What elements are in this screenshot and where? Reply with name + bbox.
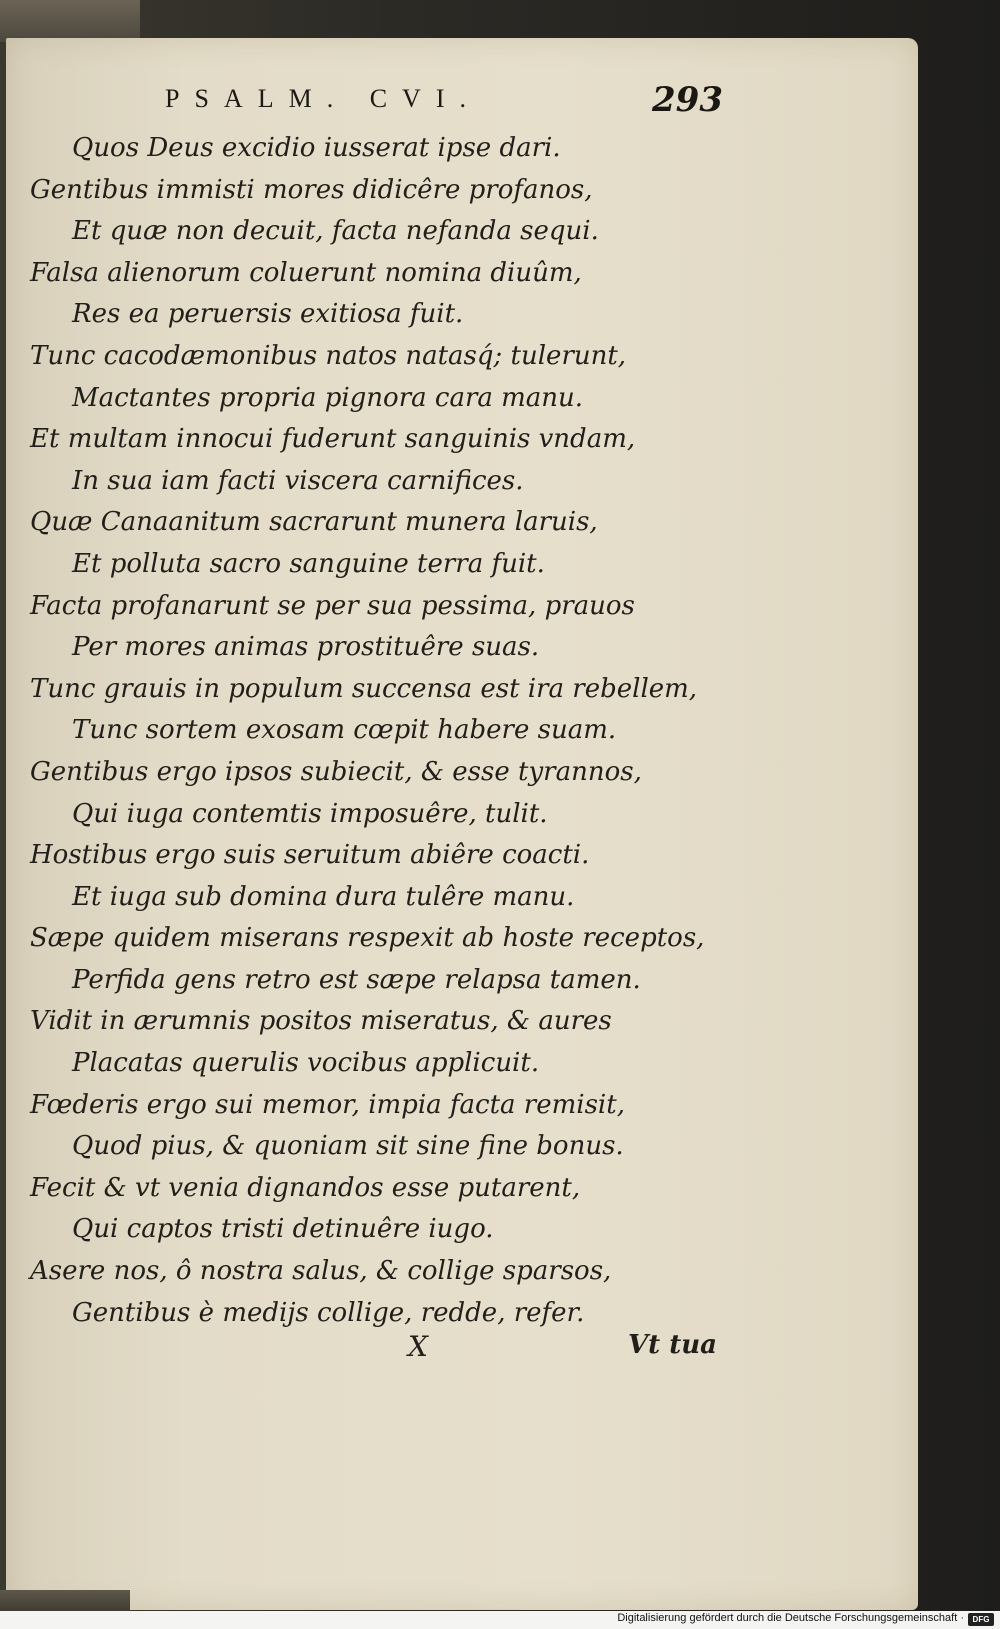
book-spine-top (0, 0, 140, 42)
page-header (0, 80, 1000, 124)
verse-text (0, 128, 1000, 1334)
verse-line: Fœderis ergo sui memor, impia facta remisit, (30, 1089, 625, 1120)
verse-line: Facta profanarunt se per sua pessima, prauos (30, 590, 635, 621)
verse-line: Res ea peruersis exitiosa fuit. (72, 299, 464, 330)
verse-line: Qui captos tristi detinuêre iugo. (72, 1214, 494, 1245)
page-footer (0, 1330, 1000, 1370)
verse-line: Falsa alienorum coluerunt nomina diuûm, (30, 257, 582, 288)
catchword: Vt tua (628, 1330, 717, 1360)
verse-line: Tunc sortem exosam cœpit habere suam. (72, 715, 617, 746)
verse-line: Vidit in ærumnis positos miseratus, & aures (30, 1006, 612, 1037)
verse-line: Gentibus ergo ipsos subiecit, & esse tyrannos, (30, 756, 642, 787)
verse-line: Gentibus immisti mores didicêre profanos, (30, 174, 593, 205)
verse-line: Quæ Canaanitum sacrarunt munera laruis, (30, 507, 598, 538)
verse-line: Et multam innocui fuderunt sanguinis vndam, (30, 424, 636, 455)
verse-line: Tunc grauis in populum succensa est ira rebellem, (30, 673, 698, 704)
signature-mark: X (408, 1330, 428, 1363)
verse-line: Tunc cacodæmonibus natos natasq́; tulerunt, (30, 340, 627, 371)
verse-line: Hostibus ergo suis seruitum abiêre coacti. (30, 840, 590, 871)
verse-line: Sæpe quidem miserans respexit ab hoste receptos, (30, 923, 705, 954)
dfg-logo-icon: DFG (968, 1613, 994, 1626)
credit-bar (0, 1611, 1000, 1629)
verse-line: Placatas querulis vocibus applicuit. (72, 1048, 540, 1079)
verse-line: In sua iam facti viscera carnifices. (72, 465, 524, 496)
verse-line: Per mores animas prostituêre suas. (72, 632, 540, 663)
verse-line: Et iuga sub domina dura tulêre manu. (72, 881, 575, 912)
verse-line: Qui iuga contemtis imposuêre, tulit. (72, 798, 548, 829)
verse-line: Gentibus è medijs collige, redde, refer. (72, 1297, 585, 1328)
page-number: 293 (652, 80, 723, 120)
verse-line: Quos Deus excidio iusserat ipse dari. (72, 133, 561, 163)
verse-line: Et polluta sacro sanguine terra fuit. (72, 548, 545, 579)
running-title: PSALM. CVI. (165, 84, 481, 113)
credit-text: Digitalisierung gefördert durch die Deutsche Forschungsgemeinschaft · (617, 1612, 964, 1624)
verse-line: Fecit & vt venia dignandos esse putarent, (30, 1172, 581, 1203)
verse-line: Asere nos, ô nostra salus, & collige sparsos, (30, 1256, 612, 1287)
verse-line: Et quæ non decuit, facta nefanda sequi. (72, 216, 599, 247)
verse-line: Mactantes propria pignora cara manu. (72, 382, 584, 413)
verse-line: Quod pius, & quoniam sit sine fine bonus. (72, 1131, 624, 1162)
verse-line: Perfida gens retro est sæpe relapsa tamen. (72, 964, 641, 995)
